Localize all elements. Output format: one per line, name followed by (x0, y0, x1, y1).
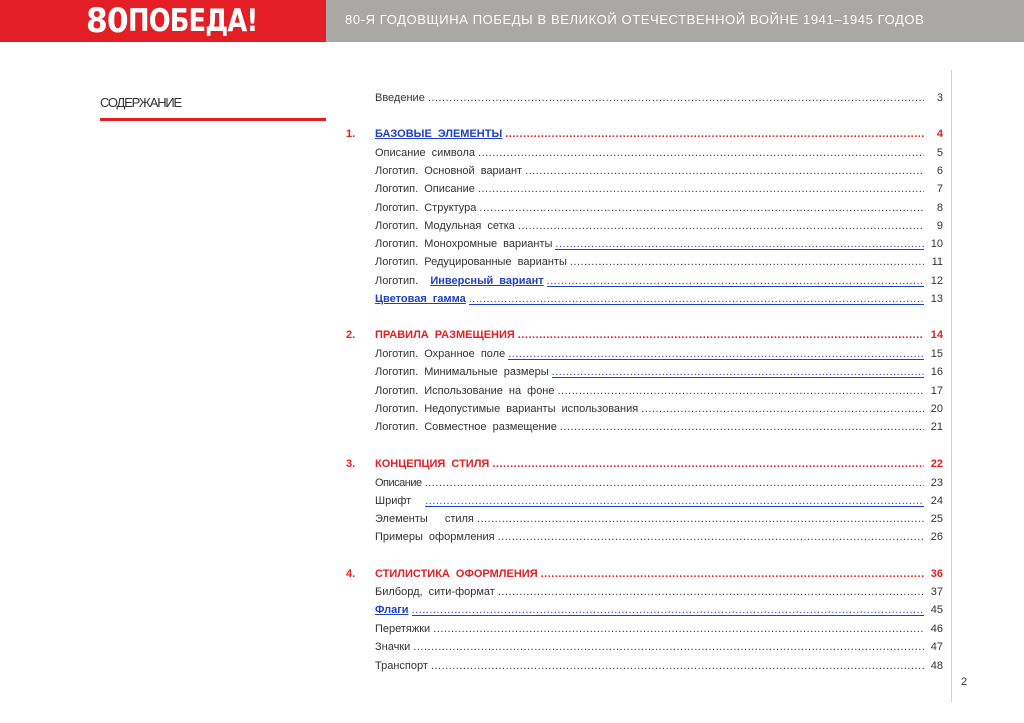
dot-leader (492, 458, 924, 470)
toc-entry[interactable] (346, 586, 946, 602)
toc-entry[interactable] (346, 623, 946, 639)
toc-entry-title: Логотип. Совместное размещение (375, 421, 557, 433)
toc-page-number: 23 (930, 477, 943, 489)
logo-banner (0, 0, 326, 42)
toc-entry[interactable] (346, 403, 946, 419)
toc-page-number: 47 (930, 641, 943, 653)
toc-entry-link[interactable]: Цветовая гамма (375, 293, 466, 305)
toc-entry[interactable] (346, 165, 946, 181)
dot-leader (518, 220, 924, 232)
toc-entry-title: Логотип. Охранное поле (375, 348, 506, 360)
contents-heading: СОДЕРЖАНИЕ (100, 95, 182, 110)
toc-page-number: 26 (930, 531, 943, 543)
dot-leader-link[interactable] (552, 367, 924, 378)
toc-section-title: ПРАВИЛА РАЗМЕЩЕНИЯ (375, 329, 515, 341)
toc-entry[interactable] (346, 293, 946, 309)
toc-entry-title: Логотип. Использование на фоне (375, 385, 555, 397)
toc-entry[interactable] (346, 183, 946, 199)
dot-leader (541, 568, 924, 580)
dot-leader-link[interactable] (425, 496, 924, 507)
toc-entry[interactable] (346, 348, 946, 364)
toc-section-1[interactable] (346, 128, 946, 144)
toc-page-number: 14 (930, 329, 943, 341)
toc-entry[interactable] (346, 147, 946, 163)
toc-page-number: 6 (936, 165, 943, 177)
logo-word: ПОБЕДА! (128, 3, 258, 39)
toc-entry-title: Введение (375, 92, 425, 104)
toc-entry[interactable] (346, 220, 946, 236)
toc-page-number: 5 (936, 147, 943, 159)
dot-leader (428, 92, 924, 104)
toc-entry[interactable] (346, 604, 946, 620)
dot-leader (479, 202, 924, 214)
toc-entry-title: Логотип. Монохромные варианты (375, 238, 553, 250)
toc-section-4[interactable] (346, 568, 946, 584)
section-number: 1. (346, 128, 356, 140)
toc-entry[interactable] (346, 513, 946, 529)
toc-entry-link[interactable]: Флаги (375, 604, 409, 616)
toc-page-number: 24 (930, 495, 943, 507)
dot-leader (477, 513, 924, 525)
toc-page-number: 13 (930, 293, 943, 305)
toc-section-2[interactable] (346, 329, 946, 345)
dot-leader (560, 421, 924, 433)
toc-page-number: 9 (936, 220, 943, 232)
dot-leader (478, 147, 924, 159)
toc-section-3[interactable] (346, 458, 946, 474)
toc-entry-title: Перетяжки (375, 623, 431, 635)
toc-page-number: 4 (936, 128, 943, 140)
toc-entry-title: Логотип. Описание (375, 183, 475, 195)
dot-leader (558, 385, 925, 397)
toc-entry-title: Логотип. Основной вариант (375, 165, 523, 177)
toc-entry[interactable] (346, 660, 946, 676)
toc-entry-title: Описание (375, 477, 422, 489)
dot-leader-link[interactable] (469, 294, 924, 305)
toc-entry-title: Описание символа (375, 147, 476, 159)
toc-entry[interactable] (346, 275, 946, 291)
toc-page-number: 10 (930, 238, 943, 250)
dot-leader (498, 586, 924, 598)
toc-entry[interactable] (346, 202, 946, 218)
toc-page-number: 15 (930, 348, 943, 360)
toc-page-number: 25 (930, 513, 943, 525)
dot-leader-link[interactable] (547, 276, 924, 287)
toc-entry[interactable] (346, 477, 946, 493)
toc-entry[interactable] (346, 366, 946, 382)
section-number: 4. (346, 568, 356, 580)
dot-leader (518, 329, 924, 341)
dot-leader (413, 641, 924, 653)
dot-leader (498, 531, 924, 543)
dot-leader (433, 623, 924, 635)
toc-entry[interactable] (346, 421, 946, 437)
toc-page-number: 17 (930, 385, 943, 397)
toc-page-number: 37 (930, 586, 943, 598)
toc-entry-title: Шрифт (375, 495, 412, 507)
toc-page-number: 3 (936, 92, 943, 104)
toc-page-number: 20 (930, 403, 943, 415)
toc-entry-link[interactable]: Инверсный вариант (430, 275, 544, 287)
toc-page-number: 12 (930, 275, 943, 287)
dot-leader (505, 128, 924, 140)
document-title: 80-Я ГОДОВЩИНА ПОБЕДЫ В ВЕЛИКОЙ ОТЕЧЕСТВЕННОЙ ВОЙНЕ 1941–1945 ГОДОВ (345, 12, 925, 27)
toc-section-title: КОНЦЕПЦИЯ СТИЛЯ (375, 458, 490, 470)
toc-page-number: 45 (930, 604, 943, 616)
toc-page-number: 8 (936, 202, 943, 214)
toc-entry-title: Логотип. Модульная сетка (375, 220, 515, 232)
toc-section-title-link[interactable]: БАЗОВЫЕ ЭЛЕМЕНТЫ (375, 128, 503, 140)
logo-number: 80 (86, 1, 128, 41)
toc-entry-title: Значки (375, 641, 411, 653)
dot-leader (425, 477, 924, 489)
toc-page-number: 11 (931, 256, 943, 268)
contents-heading-underline (100, 118, 326, 121)
toc-entry-title: Логотип. Структура (375, 202, 477, 214)
toc-page-number: 21 (930, 421, 943, 433)
page-number: 2 (961, 676, 968, 688)
toc-entry-title: Логотип. Редуцированные варианты (375, 256, 567, 268)
section-number: 3. (346, 458, 356, 470)
toc-page-number: 46 (930, 623, 943, 635)
toc-entry-title: Билборд, сити-формат (375, 586, 495, 598)
toc-entry[interactable] (346, 238, 946, 254)
toc-page-number: 36 (930, 568, 943, 580)
toc-entry[interactable] (346, 385, 946, 401)
dot-leader (431, 660, 924, 672)
toc-page-number: 7 (936, 183, 943, 195)
dot-leader-link[interactable] (555, 239, 924, 250)
dot-leader-link[interactable] (412, 605, 924, 616)
toc-entry-title: Примеры оформления (375, 531, 495, 543)
toc-entry-prefix: Логотип. (375, 275, 419, 287)
toc-entry[interactable] (346, 495, 946, 511)
toc-entry[interactable] (346, 256, 946, 272)
toc-entry-title: Логотип. Минимальные размеры (375, 366, 549, 378)
toc-section-title: СТИЛИСТИКА ОФОРМЛЕНИЯ (375, 568, 538, 580)
dot-leader (641, 403, 924, 415)
toc-entry-intro[interactable] (346, 92, 946, 108)
toc-entry[interactable] (346, 641, 946, 657)
section-number: 2. (346, 329, 356, 341)
toc-entry-title: Элементы стиля (375, 513, 474, 525)
toc-entry-title: Логотип. Недопустимые варианты использования (375, 403, 639, 415)
dot-leader (570, 256, 924, 268)
dot-leader (478, 183, 924, 195)
toc-page-number: 22 (930, 458, 943, 470)
toc-entry[interactable] (346, 531, 946, 547)
dot-leader (525, 165, 924, 177)
header-title-bar (326, 0, 1024, 42)
toc-page-number: 48 (930, 660, 943, 672)
vertical-divider (951, 70, 952, 702)
toc-page-number: 16 (930, 366, 943, 378)
dot-leader-link[interactable] (508, 349, 924, 360)
toc-entry-title: Транспорт (375, 660, 428, 672)
